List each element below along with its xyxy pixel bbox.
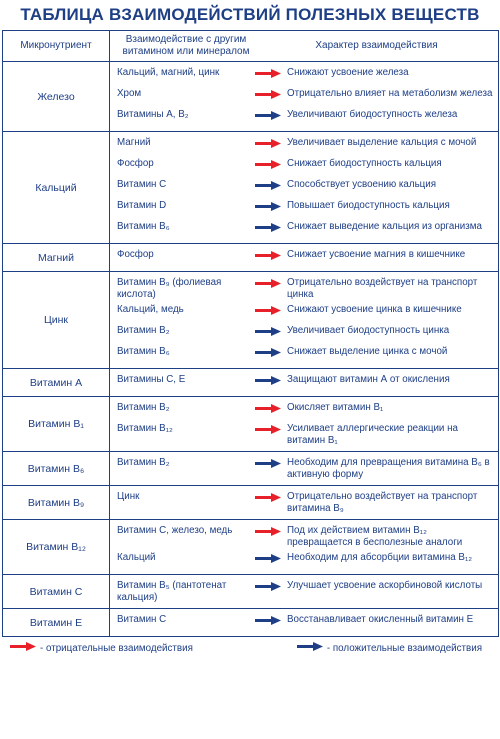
blue-arrow-icon bbox=[297, 642, 327, 654]
interaction-description: Увеличивает выделение кальция с мочой bbox=[287, 137, 477, 148]
interaction-description: Улучшает усвоение аскорбиновой кислоты bbox=[287, 580, 483, 591]
interaction-description: Отрицательно воздействует на транспорт цинка bbox=[287, 277, 478, 300]
blue-arrow-icon bbox=[255, 109, 287, 120]
interacting-substance: Витамин С bbox=[117, 179, 167, 190]
interaction-line bbox=[110, 578, 498, 605]
header-interaction bbox=[110, 31, 499, 62]
interacting-substance: Фосфор bbox=[117, 249, 154, 260]
interaction-description: Снижает выведение кальция из организма bbox=[287, 221, 482, 232]
interaction-description: Снижает биодоступность кальция bbox=[287, 158, 442, 169]
red-arrow-icon bbox=[255, 137, 287, 148]
interaction-description: Снижают усвоение железа bbox=[287, 67, 409, 78]
interactions-cell bbox=[110, 132, 499, 244]
interaction-line bbox=[110, 523, 498, 550]
interacting-substance: Витамин В₅ (пантотенат кальция) bbox=[117, 580, 227, 603]
interaction-description: Снижают усвоение цинка в кишечнике bbox=[287, 304, 462, 315]
red-arrow-icon bbox=[255, 304, 287, 315]
interacting-substance: Витамин В₂ bbox=[117, 325, 170, 336]
interaction-description: Увеличивают биодоступность железа bbox=[287, 109, 458, 120]
interacting-substance: Витамин С, железо, медь bbox=[117, 525, 233, 536]
legend-negative bbox=[10, 642, 193, 654]
interactions-cell bbox=[110, 452, 499, 486]
interacting-substance: Кальций bbox=[117, 552, 156, 563]
blue-arrow-icon bbox=[255, 374, 287, 385]
table-row bbox=[3, 520, 499, 575]
interacting-substance: Витамин В₆ bbox=[117, 221, 170, 232]
table-row bbox=[3, 609, 499, 637]
interactions-cell bbox=[110, 520, 499, 575]
blue-arrow-icon bbox=[255, 325, 287, 336]
interaction-line bbox=[110, 302, 498, 323]
interaction-description: Отрицательно воздействует на транспорт витамина В₉ bbox=[287, 491, 478, 514]
interaction-line bbox=[110, 135, 498, 156]
interacting-substance: Витамин В₆ bbox=[117, 346, 170, 357]
red-arrow-icon bbox=[255, 249, 287, 260]
interaction-description: Увеличивает биодоступность цинка bbox=[287, 325, 450, 336]
interaction-description: Снижает усвоение магния в кишечнике bbox=[287, 249, 466, 260]
legend-positive-label: - положительные взаимодействия bbox=[326, 642, 482, 654]
interaction-description: Повышает биодоступность кальция bbox=[287, 200, 450, 211]
interacting-substance: Витамин С bbox=[117, 614, 167, 625]
interacting-substance: Магний bbox=[117, 137, 151, 148]
interacting-substance: Кальций, магний, цинк bbox=[117, 67, 220, 78]
interaction-description: Защищают витамин А от окисления bbox=[287, 374, 450, 385]
red-arrow-icon bbox=[255, 525, 287, 536]
interaction-line bbox=[110, 344, 498, 365]
interaction-line bbox=[110, 219, 498, 240]
table-body bbox=[3, 62, 499, 637]
table-header-row bbox=[3, 31, 499, 62]
micronutrient-cell: Витамин Е bbox=[3, 609, 110, 637]
red-arrow-icon bbox=[255, 277, 287, 288]
legend bbox=[10, 642, 490, 654]
interaction-line bbox=[110, 455, 498, 482]
interaction-description: Восстанавливает окисленный витамин Е bbox=[287, 614, 474, 625]
interacting-substance: Витамин В₁₂ bbox=[117, 423, 173, 434]
interaction-line bbox=[110, 400, 498, 421]
blue-arrow-icon bbox=[255, 552, 287, 563]
micronutrient-cell: Кальций bbox=[3, 132, 110, 244]
interacting-substance: Витамины С, Е bbox=[117, 374, 186, 385]
interacting-substance: Витамин В₂ bbox=[117, 457, 170, 468]
interaction-line bbox=[110, 612, 498, 633]
interaction-line bbox=[110, 198, 498, 219]
interaction-description: Необходим для превращения витамина В₆ в активную форму bbox=[287, 457, 490, 480]
blue-arrow-icon bbox=[255, 580, 287, 591]
interaction-line bbox=[110, 372, 498, 393]
page-title: ТАБЛИЦА ВЗАИМОДЕЙСТВИЙ ПОЛЕЗНЫХ ВЕЩЕСТВ bbox=[20, 5, 480, 24]
interaction-line bbox=[110, 177, 498, 198]
micronutrient-cell: Витамин В₆ bbox=[3, 452, 110, 486]
interactions-cell bbox=[110, 609, 499, 637]
interactions-cell bbox=[110, 575, 499, 609]
interactions-cell bbox=[110, 369, 499, 397]
blue-arrow-icon bbox=[255, 457, 287, 468]
interaction-description: Отрицательно влияет на метаболизм железа bbox=[287, 88, 493, 99]
interaction-line bbox=[110, 247, 498, 268]
micronutrient-cell: Магний bbox=[3, 244, 110, 272]
red-arrow-icon bbox=[255, 88, 287, 99]
interaction-line bbox=[110, 421, 498, 448]
red-arrow-icon bbox=[255, 402, 287, 413]
red-arrow-icon bbox=[255, 67, 287, 78]
blue-arrow-icon bbox=[255, 179, 287, 190]
red-arrow-icon bbox=[255, 423, 287, 434]
interactions-cell bbox=[110, 272, 499, 369]
legend-positive bbox=[297, 642, 482, 654]
table-row bbox=[3, 62, 499, 132]
table-row bbox=[3, 452, 499, 486]
header-micronutrient: Микронутриент bbox=[3, 31, 110, 62]
interactions-cell bbox=[110, 244, 499, 272]
micronutrient-cell: Цинк bbox=[3, 272, 110, 369]
micronutrient-cell: Витамин В₉ bbox=[3, 486, 110, 520]
interactions-cell bbox=[110, 62, 499, 132]
interaction-description: Способствует усвоению кальция bbox=[287, 179, 437, 190]
interacting-substance: Фосфор bbox=[117, 158, 154, 169]
interaction-description: Усиливает аллергические реакции на витамин В₁ bbox=[287, 423, 458, 446]
header-with-substance: Взаимодействие с другим витамином или минералом bbox=[122, 34, 250, 57]
interactions-cell bbox=[110, 486, 499, 520]
interaction-line bbox=[110, 156, 498, 177]
interaction-description: Необходим для абсорбции витамина В₁₂ bbox=[287, 552, 473, 563]
interaction-table bbox=[2, 30, 499, 637]
interaction-line bbox=[110, 107, 498, 128]
interaction-description: Под их действием витамин В₁₂ превращается в бесполезные аналоги bbox=[287, 525, 463, 548]
header-character: Характер взаимодействия bbox=[315, 40, 438, 51]
micronutrient-cell: Витамин С bbox=[3, 575, 110, 609]
blue-arrow-icon bbox=[255, 221, 287, 232]
red-arrow-icon bbox=[10, 642, 40, 654]
interaction-description: Окисляет витамин В₁ bbox=[287, 402, 384, 413]
interacting-substance: Кальций, медь bbox=[117, 304, 184, 315]
table-row bbox=[3, 132, 499, 244]
table-row bbox=[3, 575, 499, 609]
interaction-line bbox=[110, 323, 498, 344]
interacting-substance: Витамин D bbox=[117, 200, 167, 211]
table-row bbox=[3, 486, 499, 520]
interacting-substance: Цинк bbox=[117, 491, 140, 502]
interacting-substance: Витамины А, В₂ bbox=[117, 109, 189, 120]
table-row bbox=[3, 244, 499, 272]
table-row bbox=[3, 397, 499, 452]
interaction-line bbox=[110, 489, 498, 516]
red-arrow-icon bbox=[255, 158, 287, 169]
blue-arrow-icon bbox=[255, 614, 287, 625]
table-row bbox=[3, 272, 499, 369]
interaction-line bbox=[110, 65, 498, 86]
interactions-cell bbox=[110, 397, 499, 452]
micronutrient-cell: Железо bbox=[3, 62, 110, 132]
interaction-line bbox=[110, 86, 498, 107]
interaction-description: Снижает выделение цинка с мочой bbox=[287, 346, 448, 357]
legend-negative-label: - отрицательные взаимодействия bbox=[40, 642, 193, 654]
micronutrient-cell: Витамин В₁ bbox=[3, 397, 110, 452]
red-arrow-icon bbox=[255, 491, 287, 502]
table-row bbox=[3, 369, 499, 397]
interacting-substance: Хром bbox=[117, 88, 142, 99]
blue-arrow-icon bbox=[255, 200, 287, 211]
micronutrient-cell: Витамин В₁₂ bbox=[3, 520, 110, 575]
blue-arrow-icon bbox=[255, 346, 287, 357]
interacting-substance: Витамин В₉ (фолиевая кислота) bbox=[117, 277, 222, 300]
interaction-line bbox=[110, 275, 498, 302]
interaction-line bbox=[110, 550, 498, 571]
micronutrient-cell: Витамин А bbox=[3, 369, 110, 397]
interacting-substance: Витамин В₂ bbox=[117, 402, 170, 413]
